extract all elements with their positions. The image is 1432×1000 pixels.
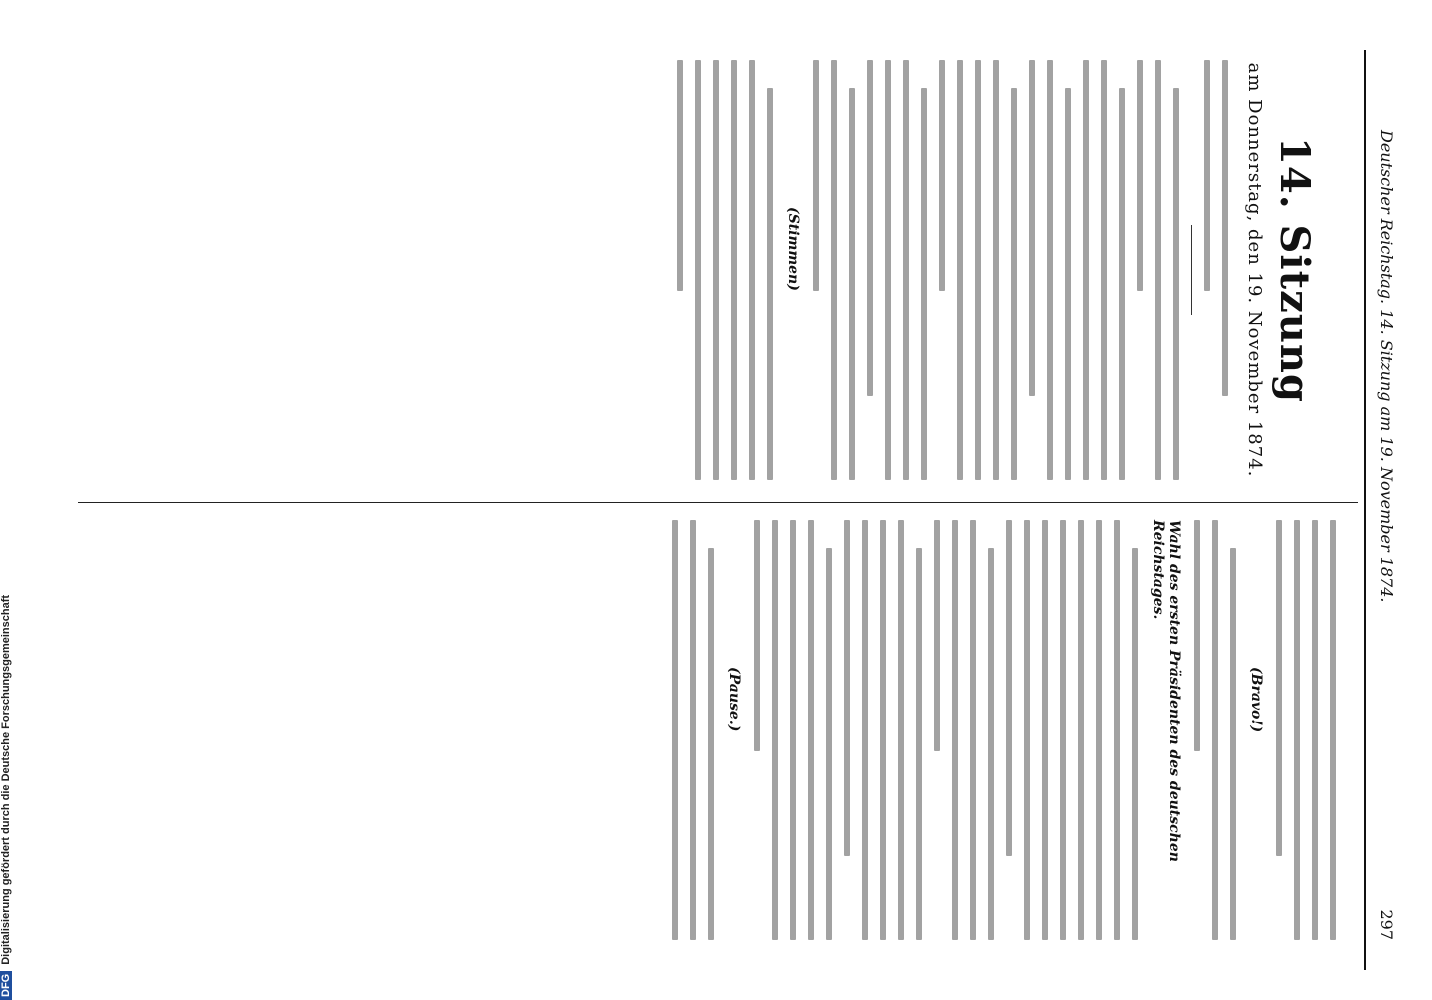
scanned-page	[78, 50, 1418, 970]
text-line	[1101, 60, 1107, 480]
text-line	[1222, 60, 1228, 396]
text-line	[1132, 548, 1138, 940]
text-line	[1173, 88, 1179, 480]
text-line	[952, 520, 958, 940]
text-line	[921, 88, 927, 480]
text-line	[1065, 88, 1071, 480]
text-line	[1024, 520, 1030, 940]
text-line	[880, 520, 886, 940]
text-line	[767, 88, 773, 480]
text-line	[939, 60, 945, 291]
session-date: am Donnerstag, den 19. November 1874.	[1244, 62, 1265, 478]
column-divider	[78, 502, 1358, 503]
text-line	[1042, 520, 1048, 940]
digitization-footer	[0, 0, 20, 1000]
text-line	[754, 520, 760, 751]
text-line	[957, 60, 963, 480]
right-column	[660, 520, 1348, 940]
text-line	[1194, 520, 1200, 751]
text-line	[790, 520, 796, 940]
text-line	[862, 520, 868, 940]
text-line	[934, 520, 940, 751]
stimmen-marker: (Stimmen)	[785, 207, 801, 291]
text-line	[1060, 520, 1066, 940]
text-line	[1312, 520, 1318, 940]
text-line	[690, 520, 696, 940]
text-line	[695, 60, 701, 480]
text-line	[731, 60, 737, 480]
text-line	[749, 60, 755, 480]
text-line	[993, 60, 999, 480]
wahl-heading: Wahl des ersten Präsidenten des deutschen Reichstages.	[1150, 520, 1182, 862]
page-number: 297	[1377, 909, 1396, 940]
text-line	[1230, 548, 1236, 940]
text-line	[826, 548, 832, 940]
text-line	[813, 60, 819, 291]
text-line	[1137, 60, 1143, 291]
text-line	[898, 520, 904, 940]
text-line	[677, 60, 683, 291]
text-line	[1078, 520, 1084, 940]
bravo-marker: (Bravo!)	[1248, 667, 1264, 733]
text-line	[1083, 60, 1089, 480]
text-line	[1047, 60, 1053, 480]
text-line	[975, 60, 981, 480]
text-line	[672, 520, 678, 940]
pause-marker: (Pause.)	[726, 667, 742, 732]
text-line	[867, 60, 873, 396]
text-line	[1029, 60, 1035, 396]
text-line	[1119, 88, 1125, 480]
section-rule	[1191, 225, 1192, 315]
text-line	[772, 520, 778, 940]
text-line	[988, 548, 994, 940]
header-rule	[1364, 50, 1366, 970]
dfg-logo: DFG	[0, 971, 12, 1000]
text-line	[1204, 60, 1210, 291]
text-line	[1212, 520, 1218, 940]
text-line	[1155, 60, 1161, 480]
session-title: 14. Sitzung	[1271, 137, 1318, 403]
text-line	[916, 548, 922, 940]
text-line	[1006, 520, 1012, 856]
text-line	[808, 520, 814, 940]
text-line	[831, 60, 837, 480]
left-column	[665, 60, 1348, 480]
text-line	[903, 60, 909, 480]
watermark-text: Digitalisierung gefördert durch die Deutsche Forschungsgemeinschaft	[0, 594, 12, 965]
text-line	[1294, 520, 1300, 940]
text-line	[1011, 88, 1017, 480]
text-line	[970, 520, 976, 940]
text-line	[1330, 520, 1336, 940]
page-header	[1370, 90, 1396, 940]
text-line	[849, 88, 855, 480]
text-line	[885, 60, 891, 480]
text-line	[1096, 520, 1102, 940]
text-line	[708, 548, 714, 940]
text-line	[1114, 520, 1120, 940]
text-line	[713, 60, 719, 480]
text-line	[844, 520, 850, 856]
text-line	[1276, 520, 1282, 856]
running-title: Deutscher Reichstag. 14. Sitzung am 19. November 1874.	[1377, 130, 1396, 603]
